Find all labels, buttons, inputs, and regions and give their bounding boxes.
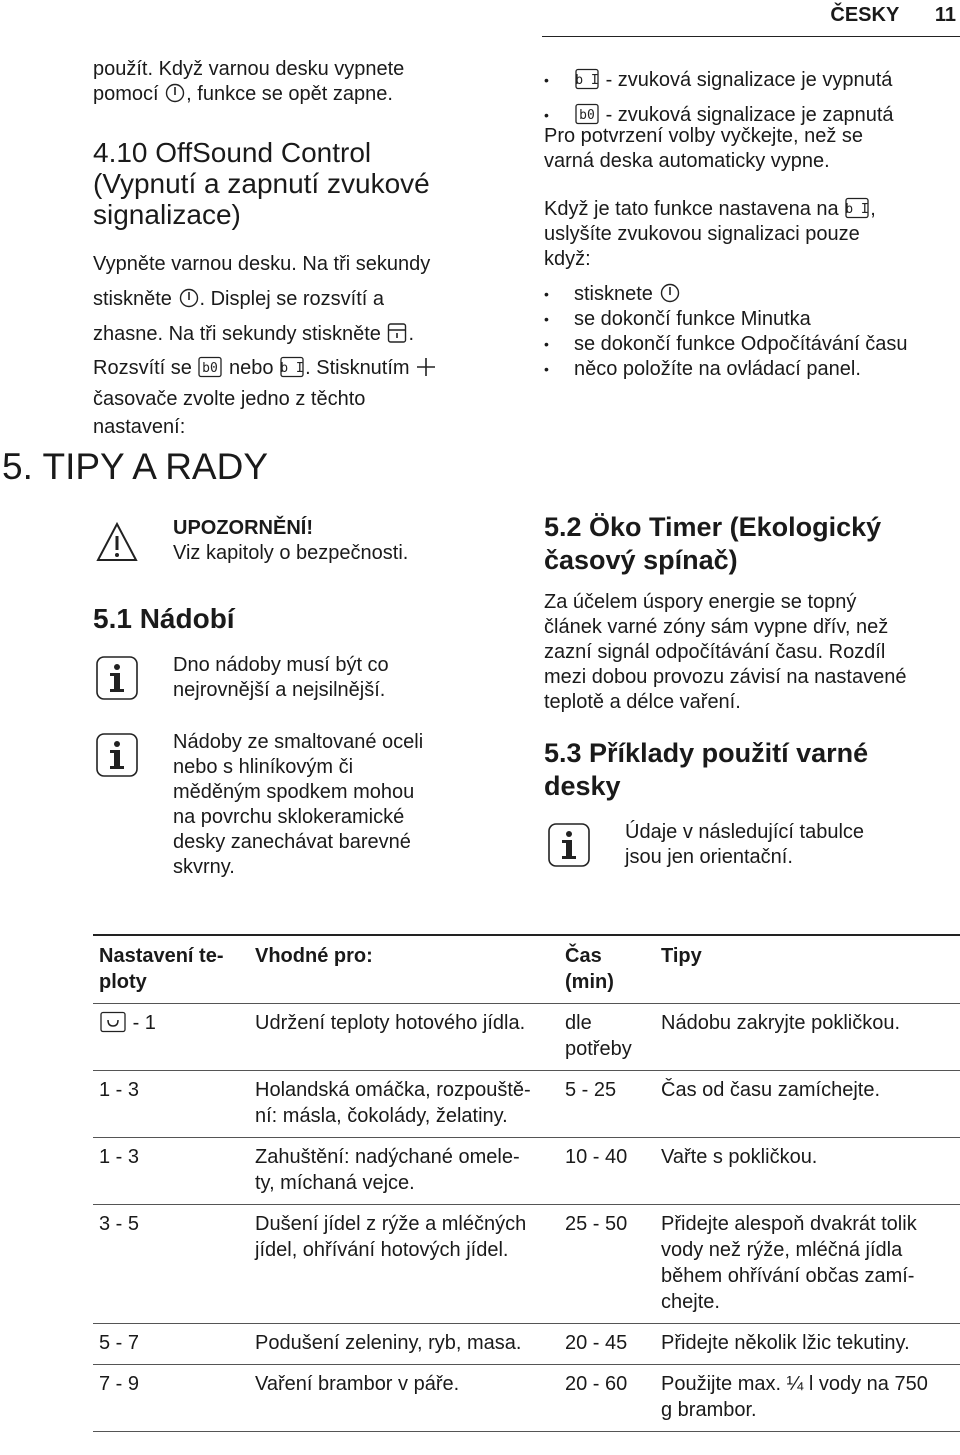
warning-block <box>173 516 408 566</box>
confirm-paragraph: Pro potvrzení volby vyčkejte, než se varná deska automaticky vypne. <box>544 125 864 172</box>
plus-icon <box>416 356 436 378</box>
table-row <box>93 1071 960 1138</box>
power-icon <box>179 287 199 309</box>
header-language: ČESKY <box>830 4 900 26</box>
keep-warm-icon <box>100 1011 126 1033</box>
svg-text:b0: • b0 <box>579 108 595 123</box>
display-bi-icon <box>575 68 599 90</box>
svg-text:b I: b I <box>845 202 869 217</box>
page-header <box>830 4 956 27</box>
sound-options-list <box>544 63 894 133</box>
intro-paragraph: použít. Když varnou desku vypnete pomocí , funkce se opět zapne. <box>93 58 405 105</box>
table-cell: Zahuštění: nadýchané omele- ty, míchaná vejce. <box>249 1138 559 1205</box>
table-cell: 5 - 7 <box>93 1324 249 1365</box>
display-bo-icon <box>575 103 599 125</box>
section-5-3-title: 5.3 Příklady použití varné desky <box>544 738 869 801</box>
table-cell: - 1 <box>93 1004 249 1071</box>
header-cell: Tipy <box>655 935 960 1004</box>
table-row <box>93 1138 960 1205</box>
table-cell: Čas od času zamíchejte. <box>655 1071 960 1138</box>
table-cell: dle potřeby <box>559 1004 655 1071</box>
table-cell: Udržení teploty hotového jídla. <box>249 1004 559 1071</box>
svg-text:b I: • b I <box>575 73 599 88</box>
display-bi-icon <box>280 356 304 378</box>
display-bi-icon <box>845 197 869 219</box>
chapter-5-title: 5. TIPY A RADY <box>2 446 268 487</box>
section-5-1-title: 5.1 Nádobí <box>93 603 235 634</box>
table-cell: 7 - 9 <box>93 1365 249 1432</box>
list-item: • něco položíte na ovládací panel. <box>544 357 908 382</box>
table-cell: Přidejte alespoň dvakrát tolik vody než rýže, mléčná jídla během ohřívání občas zamí- chejte. <box>655 1205 960 1324</box>
info-icon <box>95 732 139 778</box>
table-cell: Použijte max. ¼ l vody na 750 g brambor. <box>655 1365 960 1432</box>
header-cell: Nastavení te- ploty <box>93 935 249 1004</box>
table-cell: 5 - 25 <box>559 1071 655 1138</box>
eco-paragraph: Za účelem úspory energie se topný článek varné zóny sám vypne dřív, než zazní signál odpočítávání času. Rozdíl mezi dobou provozu závisí na nastavené teplotě a délce vaření. <box>544 591 907 713</box>
power-icon <box>165 82 185 104</box>
info-icon <box>547 822 591 868</box>
table-cell: Nádobu zakryjte pokličkou. <box>655 1004 960 1071</box>
header-rule <box>542 36 960 37</box>
display-bo-icon <box>198 356 222 378</box>
table-cell: 1 - 3 <box>93 1071 249 1138</box>
section-5-2-title: 5.2 Öko Timer (Ekologický časový spínač) <box>544 512 882 575</box>
info-block-1: Dno nádoby musí být co nejrovnější a nejsilnější. <box>173 654 389 701</box>
offsound-paragraph: Vypněte varnou desku. Na tři sekundy stiskněte . Displej se rozsvítí a zhasne. Na tři sekundy stiskněte . Rozsvítí se b0 nebo b I . Stisknutím časovače zvolte jedno z těchto nastavení: <box>93 247 437 441</box>
info-icon <box>95 655 139 701</box>
table-cell: Podušení zeleniny, ryb, masa. <box>249 1324 559 1365</box>
power-icon <box>660 282 680 304</box>
table-cell: Dušení jídel z rýže a mléčných jídel, ohřívání hotových jídel. <box>249 1205 559 1324</box>
info-block-2: Nádoby ze smaltované oceli nebo s hliníkovým či měděným spodkem mohou na povrchu sklokeramické desky zanechávat barevné skvrny. <box>173 731 424 878</box>
table-header-row <box>93 935 960 1004</box>
svg-text:b I: b I <box>280 361 304 376</box>
table-cell: Vaření brambor v páře. <box>249 1365 559 1432</box>
list-item: • b I - zvuková signalizace je vypnutá <box>544 63 894 98</box>
list-item: • stisknete <box>544 282 908 307</box>
list-item: • b0 - zvuková signalizace je zapnutá <box>544 98 894 133</box>
table-cell: 20 - 60 <box>559 1365 655 1432</box>
header-cell: Čas (min) <box>559 935 655 1004</box>
table-row <box>93 1205 960 1324</box>
header-cell: Vhodné pro: <box>249 935 559 1004</box>
table-cell: Přidejte několik lžic tekutiny. <box>655 1324 960 1365</box>
page-number: 11 <box>934 4 956 26</box>
svg-text:b0: b0 <box>202 361 219 376</box>
table-cell: 10 - 40 <box>559 1138 655 1205</box>
list-item: • se dokončí funkce Odpočítávání času <box>544 332 908 357</box>
warning-text: Viz kapitoly o bezpečnosti. <box>173 542 409 564</box>
table-row <box>93 1365 960 1432</box>
table-cell: 20 - 45 <box>559 1324 655 1365</box>
table-cell: 25 - 50 <box>559 1205 655 1324</box>
list-item: • se dokončí funkce Minutka <box>544 307 908 332</box>
info-block-3: Údaje v následující tabulce jsou jen orientační. <box>625 821 865 868</box>
table-row <box>93 1004 960 1071</box>
lock-icon <box>387 322 407 344</box>
table-cell: 3 - 5 <box>93 1205 249 1324</box>
warning-icon <box>95 520 139 566</box>
table-cell: Vařte s pokličkou. <box>655 1138 960 1205</box>
when-paragraph: Když je tato funkce nastavena na b I , uslyšíte zvukovou signalizaci pouze když: <box>544 198 876 270</box>
when-list <box>544 282 908 382</box>
cooking-table <box>93 934 960 1432</box>
table-cell: 1 - 3 <box>93 1138 249 1205</box>
table-cell: Holandská omáčka, rozpouště- ní: másla, čokolády, želatiny. <box>249 1071 559 1138</box>
section-4-10-title: 4.10 OffSound Control (Vypnutí a zapnutí zvukové signalizace) <box>93 137 430 230</box>
table-row <box>93 1324 960 1365</box>
warning-title: UPOZORNĚNÍ! <box>173 517 313 539</box>
